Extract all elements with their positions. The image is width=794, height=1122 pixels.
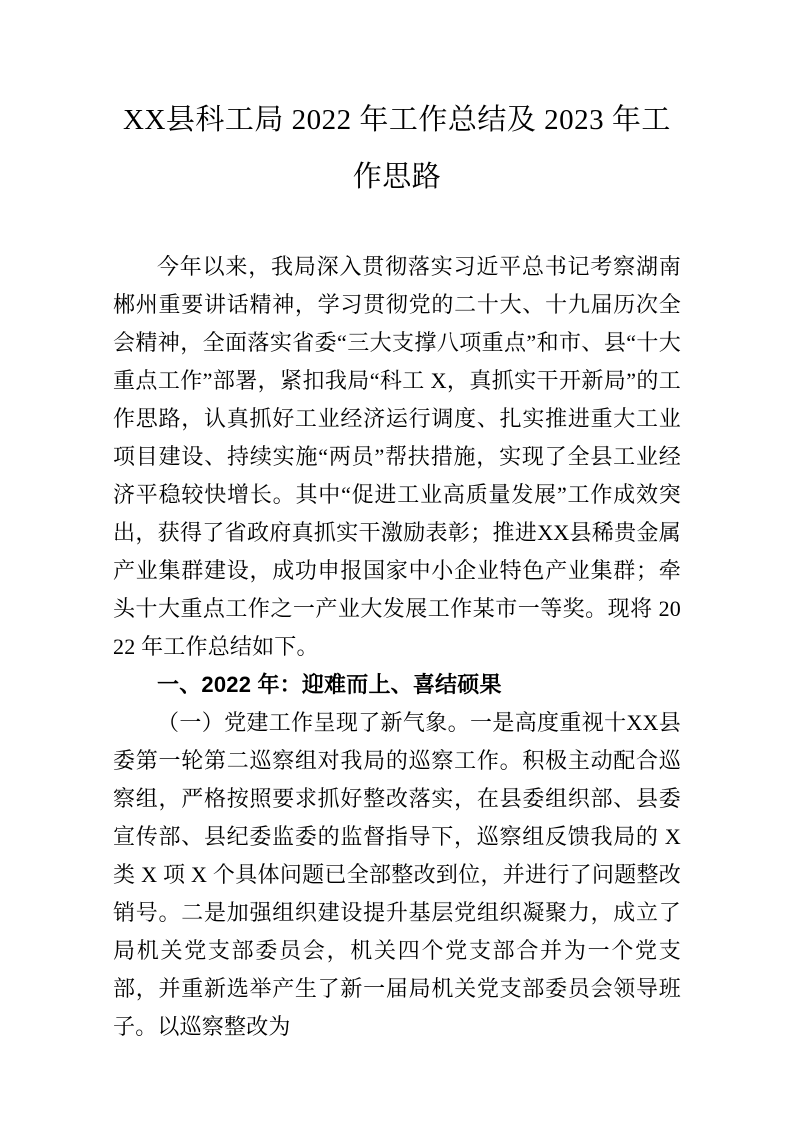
body-paragraph-party-building: （一）党建工作呈现了新气象。一是高度重视十XX县委第一轮第二巡察组对我局的巡察工作。积极主动配合巡察组，严格按照要求抓好整改落实，在县委组织部、县委宣传部、县纪委监委的监督指导下，巡察组反馈我局的 X 类 X 项 X 个具体问题已全部整改到位，并进行了问题整改销号。二是加强组织建设提升基层党组织凝聚力，成立了局机关党支部委员会，机关四个党支部合并为一个党支部，并重新选举产生了新一届局机关党支部委员会领导班子。以巡察整改为 — [113, 710, 681, 1039]
document-title: XX县科工局 2022 年工作总结及 2023 年工作思路 — [123, 104, 671, 193]
body-paragraph-intro: 今年以来，我局深入贯彻落实习近平总书记考察湖南郴州重要讲话精神，学习贯彻党的二十大、十九届历次全会精神，全面落实省委“三大支撑八项重点”和市、县“十大重点工作”部署，紧扣我局“科工 X，真抓实干开新局”的工作思路，认真抓好工业经济运行调度、扎实推进重大工业项目建设、持续实施“两员”帮扶措施，实现了全县工业经济平稳较快增长。其中“促进工业高质量发展”工作成效突出，获得了省政府真抓实干激励表彰；推进XX县稀贵金属产业集群建设，成功申报国家中小企业特色产业集群；牵头十大重点工作之一产业大发展工作某市一等奖。现将 2022 年工作总结如下。 — [113, 254, 681, 659]
section-heading-2022-summary: 一、2022 年：迎难而上、喜结硕果 — [157, 672, 502, 697]
